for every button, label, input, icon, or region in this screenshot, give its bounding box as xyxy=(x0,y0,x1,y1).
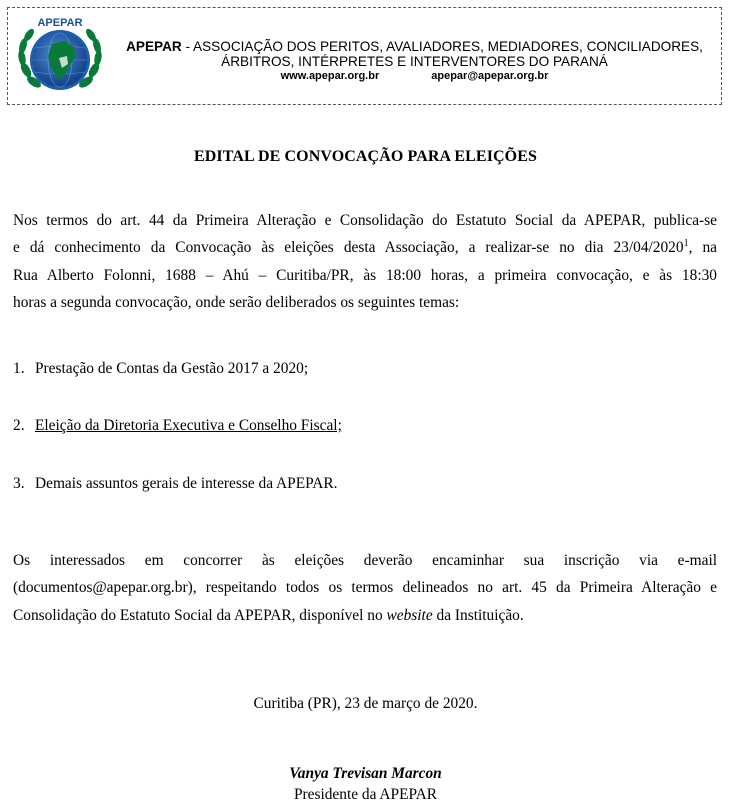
closing-line-2: (documentos@apepar.org.br), respeitando todos os termos delineados no art. 45 da Primeira Alteração e xyxy=(13,579,717,597)
list-item-text: Prestação de Contas da Gestão 2017 a 2020; xyxy=(35,360,309,377)
list-item-number: 1. xyxy=(13,360,25,377)
list-item-text: Eleição da Diretoria Executiva e Conselho Fiscal; xyxy=(35,417,342,434)
list-item xyxy=(13,359,308,379)
intro-line-2: e dá conhecimento da Convocação às eleições desta Associação, a realizar-se no dia 23/04/2020$^1$, na xyxy=(13,238,717,257)
organization-name-line-2: ÁRBITROS, INTÉRPRETES E INTERVENTORES DO PARANÁ xyxy=(221,54,608,69)
list-item-number: 2. xyxy=(13,417,25,434)
list-item xyxy=(13,474,338,494)
list-item xyxy=(13,416,342,436)
organization-info xyxy=(112,39,717,83)
list-item-number: 3. xyxy=(13,475,25,492)
website-link[interactable]: www.apepar.org.br xyxy=(280,70,380,82)
website-word: website xyxy=(386,606,433,624)
letterhead xyxy=(7,7,722,105)
document-title: EDITAL DE CONVOCAÇÃO PARA ELEIÇÕES xyxy=(194,148,537,165)
closing-paragraph xyxy=(13,547,717,629)
email-link[interactable]: apepar@apepar.org.br xyxy=(431,70,549,82)
closing-line-1: Os interessados em concorrer às eleições deverão encaminhar sua inscrição via e-mail xyxy=(13,552,717,569)
apepar-logo-icon xyxy=(12,10,108,102)
intro-paragraph xyxy=(13,207,717,316)
logo-text: APEPAR xyxy=(37,17,83,29)
intro-line-4: horas a segunda convocação, onde serão deliberados os seguintes temas: xyxy=(13,293,460,311)
organization-name-line-1: APEPAR - ASSOCIAÇÃO DOS PERITOS, AVALIADORES, MEDIADORES, CONCILIADORES, xyxy=(126,39,703,54)
place-and-date: Curitiba (PR), 23 de março de 2020. xyxy=(253,695,478,712)
intro-line-1: Nos termos do art. 44 da Primeira Alteração e Consolidação do Estatuto Social da APEPAR, publica-se xyxy=(13,212,717,229)
signatory-name: Vanya Trevisan Marcon xyxy=(289,765,442,782)
footnote-mark: 1 xyxy=(683,238,689,250)
intro-line-3: Rua Alberto Folonni, 1688 – Ahú – Curitiba/PR, às 18:00 horas, a primeira convocação, e às 18:30 xyxy=(13,266,717,284)
contact-line xyxy=(112,69,717,83)
signatory-role: Presidente da APEPAR xyxy=(293,786,438,803)
closing-line-3: Consolidação do Estatuto Social da APEPAR, disponível no website da Instituição. xyxy=(13,606,524,624)
list-item-text: Demais assuntos gerais de interesse da APEPAR. xyxy=(35,475,338,492)
organization-acronym: APEPAR xyxy=(126,39,182,54)
